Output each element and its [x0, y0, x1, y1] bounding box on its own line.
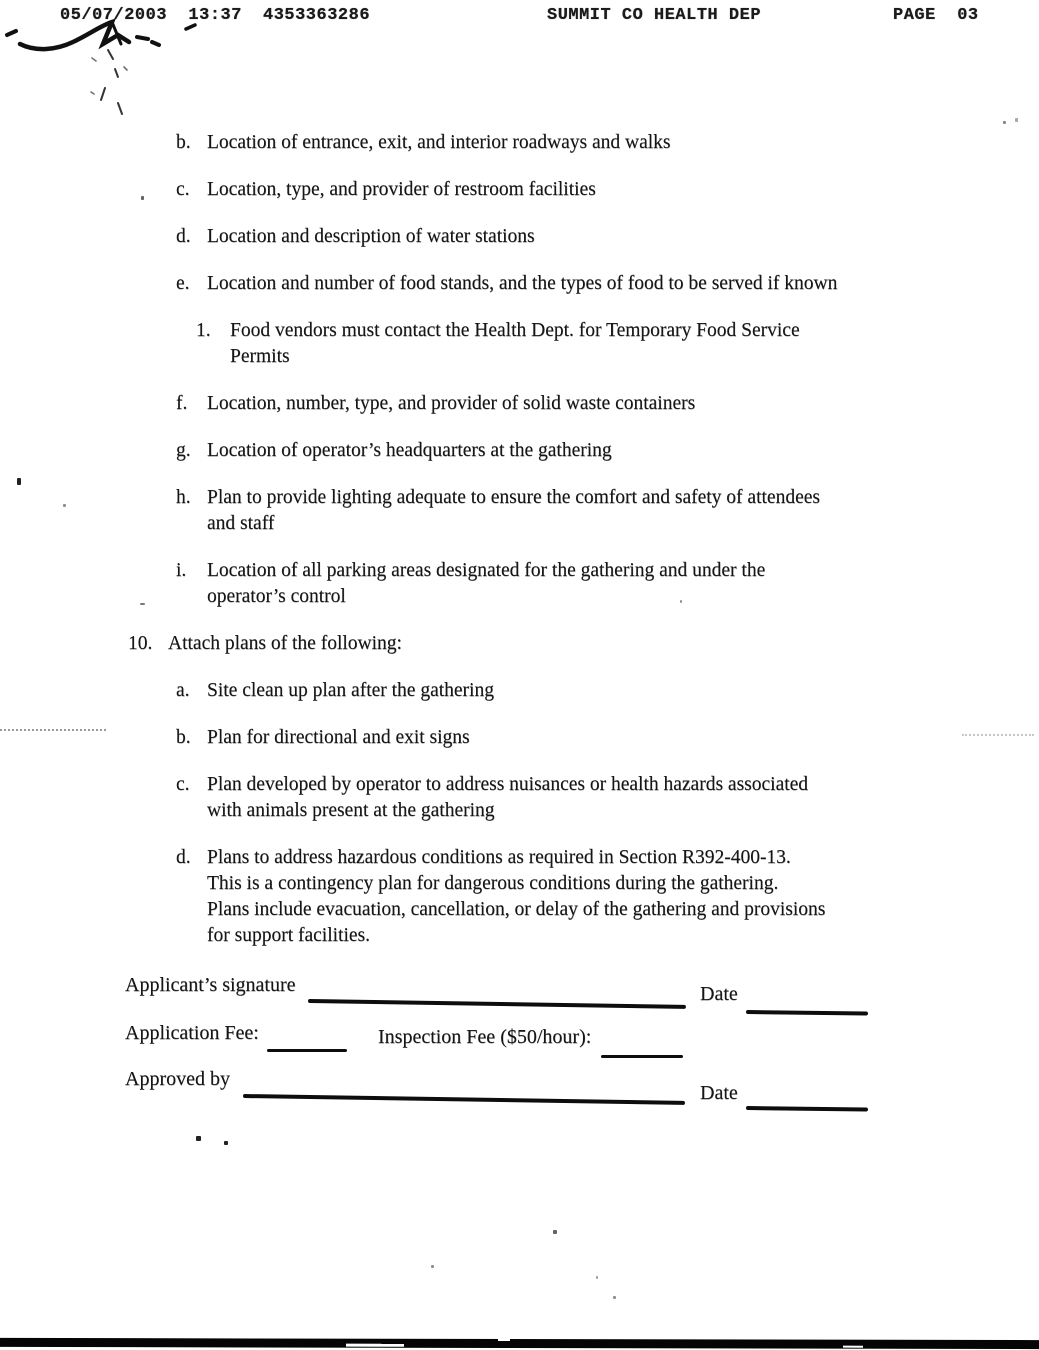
list-item-label: b.: [176, 132, 191, 153]
list-item: [0, 391, 1039, 417]
list-item-label: e.: [176, 273, 190, 294]
list-item: [0, 177, 1039, 203]
list-item-text: Food vendors must contact the Health Dept. for Temporary Food Service Permits: [230, 320, 800, 367]
list-item-label: d.: [176, 847, 191, 868]
list-item-text: Plan to provide lighting adequate to ensure the comfort and safety of attendees and staff: [207, 487, 820, 534]
list-item: [0, 678, 1039, 704]
list-item-label: g.: [176, 440, 191, 461]
list-item-label: 10.: [128, 633, 153, 654]
list-item: [0, 845, 1039, 949]
list-item: [0, 631, 1039, 657]
list-item-label: c.: [176, 179, 190, 200]
date-line-2: [746, 1106, 868, 1111]
fax-number: 4353363286: [263, 6, 371, 25]
list-item-text: Attach plans of the following:: [168, 633, 402, 654]
list-item-label: f.: [176, 393, 188, 414]
application-fee-line: [267, 1049, 347, 1052]
list-item-label: c.: [176, 774, 190, 795]
list-item: [0, 224, 1039, 250]
application-fee-label: Application Fee:: [125, 1022, 259, 1044]
list-item: [0, 772, 1039, 824]
applicant-signature-line: [308, 999, 686, 1009]
list-item-text: Location, number, type, and provider of solid waste containers: [207, 393, 696, 414]
list-item: [0, 725, 1039, 751]
list-item: [0, 271, 1039, 297]
list-item-label: h.: [176, 487, 191, 508]
scan-edge-artifact: [0, 1338, 1039, 1349]
list-item-label: i.: [176, 560, 187, 581]
fax-page-number: PAGE 03: [893, 6, 979, 25]
approved-by-line: [243, 1094, 685, 1105]
fax-sender-name: SUMMIT CO HEALTH DEP: [547, 6, 762, 25]
list-item-text: Location and description of water stations: [207, 226, 535, 247]
approved-by-label: Approved by: [125, 1068, 230, 1090]
applicant-signature-label: Applicant’s signature: [125, 974, 296, 996]
list-item-text: Plan developed by operator to address nuisances or health hazards associated with animals present at the gathering: [207, 774, 809, 821]
list-item-text: Plans to address hazardous conditions as required in Section R392-400-13. This is a contingency plan for dangerous conditions during the gathering. Plans include evacuation, cancellation, or delay of the gathering and provisions for support facilities.: [207, 847, 826, 946]
list-item-label: d.: [176, 226, 191, 247]
list-item-text: Location, type, and provider of restroom facilities: [207, 179, 596, 200]
fax-datetime: 05/07/2003 13:37: [60, 6, 242, 25]
list-item-text: Location and number of food stands, and the types of food to be served if known: [207, 273, 838, 294]
list-item-label: 1.: [196, 320, 211, 341]
list-item-label: b.: [176, 727, 191, 748]
list-item: [0, 485, 1039, 537]
list-item: [0, 438, 1039, 464]
checklist: [0, 130, 1039, 970]
list-item: [0, 130, 1039, 156]
date-line-1: [746, 1010, 868, 1015]
list-item-text: Location of all parking areas designated for the gathering and under the operator’s control: [207, 560, 766, 607]
list-item-text: Location of entrance, exit, and interior roadways and walks: [207, 132, 671, 153]
date-label-2: Date: [700, 1082, 738, 1104]
list-item-label: a.: [176, 680, 190, 701]
list-item-text: Location of operator’s headquarters at the gathering: [207, 440, 612, 461]
inspection-fee-label: Inspection Fee ($50/hour):: [378, 1026, 592, 1048]
list-item-text: Site clean up plan after the gathering: [207, 680, 494, 701]
date-label-1: Date: [700, 983, 738, 1005]
list-item-text: Plan for directional and exit signs: [207, 727, 470, 748]
list-item: [0, 318, 1039, 370]
list-item: [0, 558, 1039, 610]
inspection-fee-line: [601, 1055, 683, 1058]
